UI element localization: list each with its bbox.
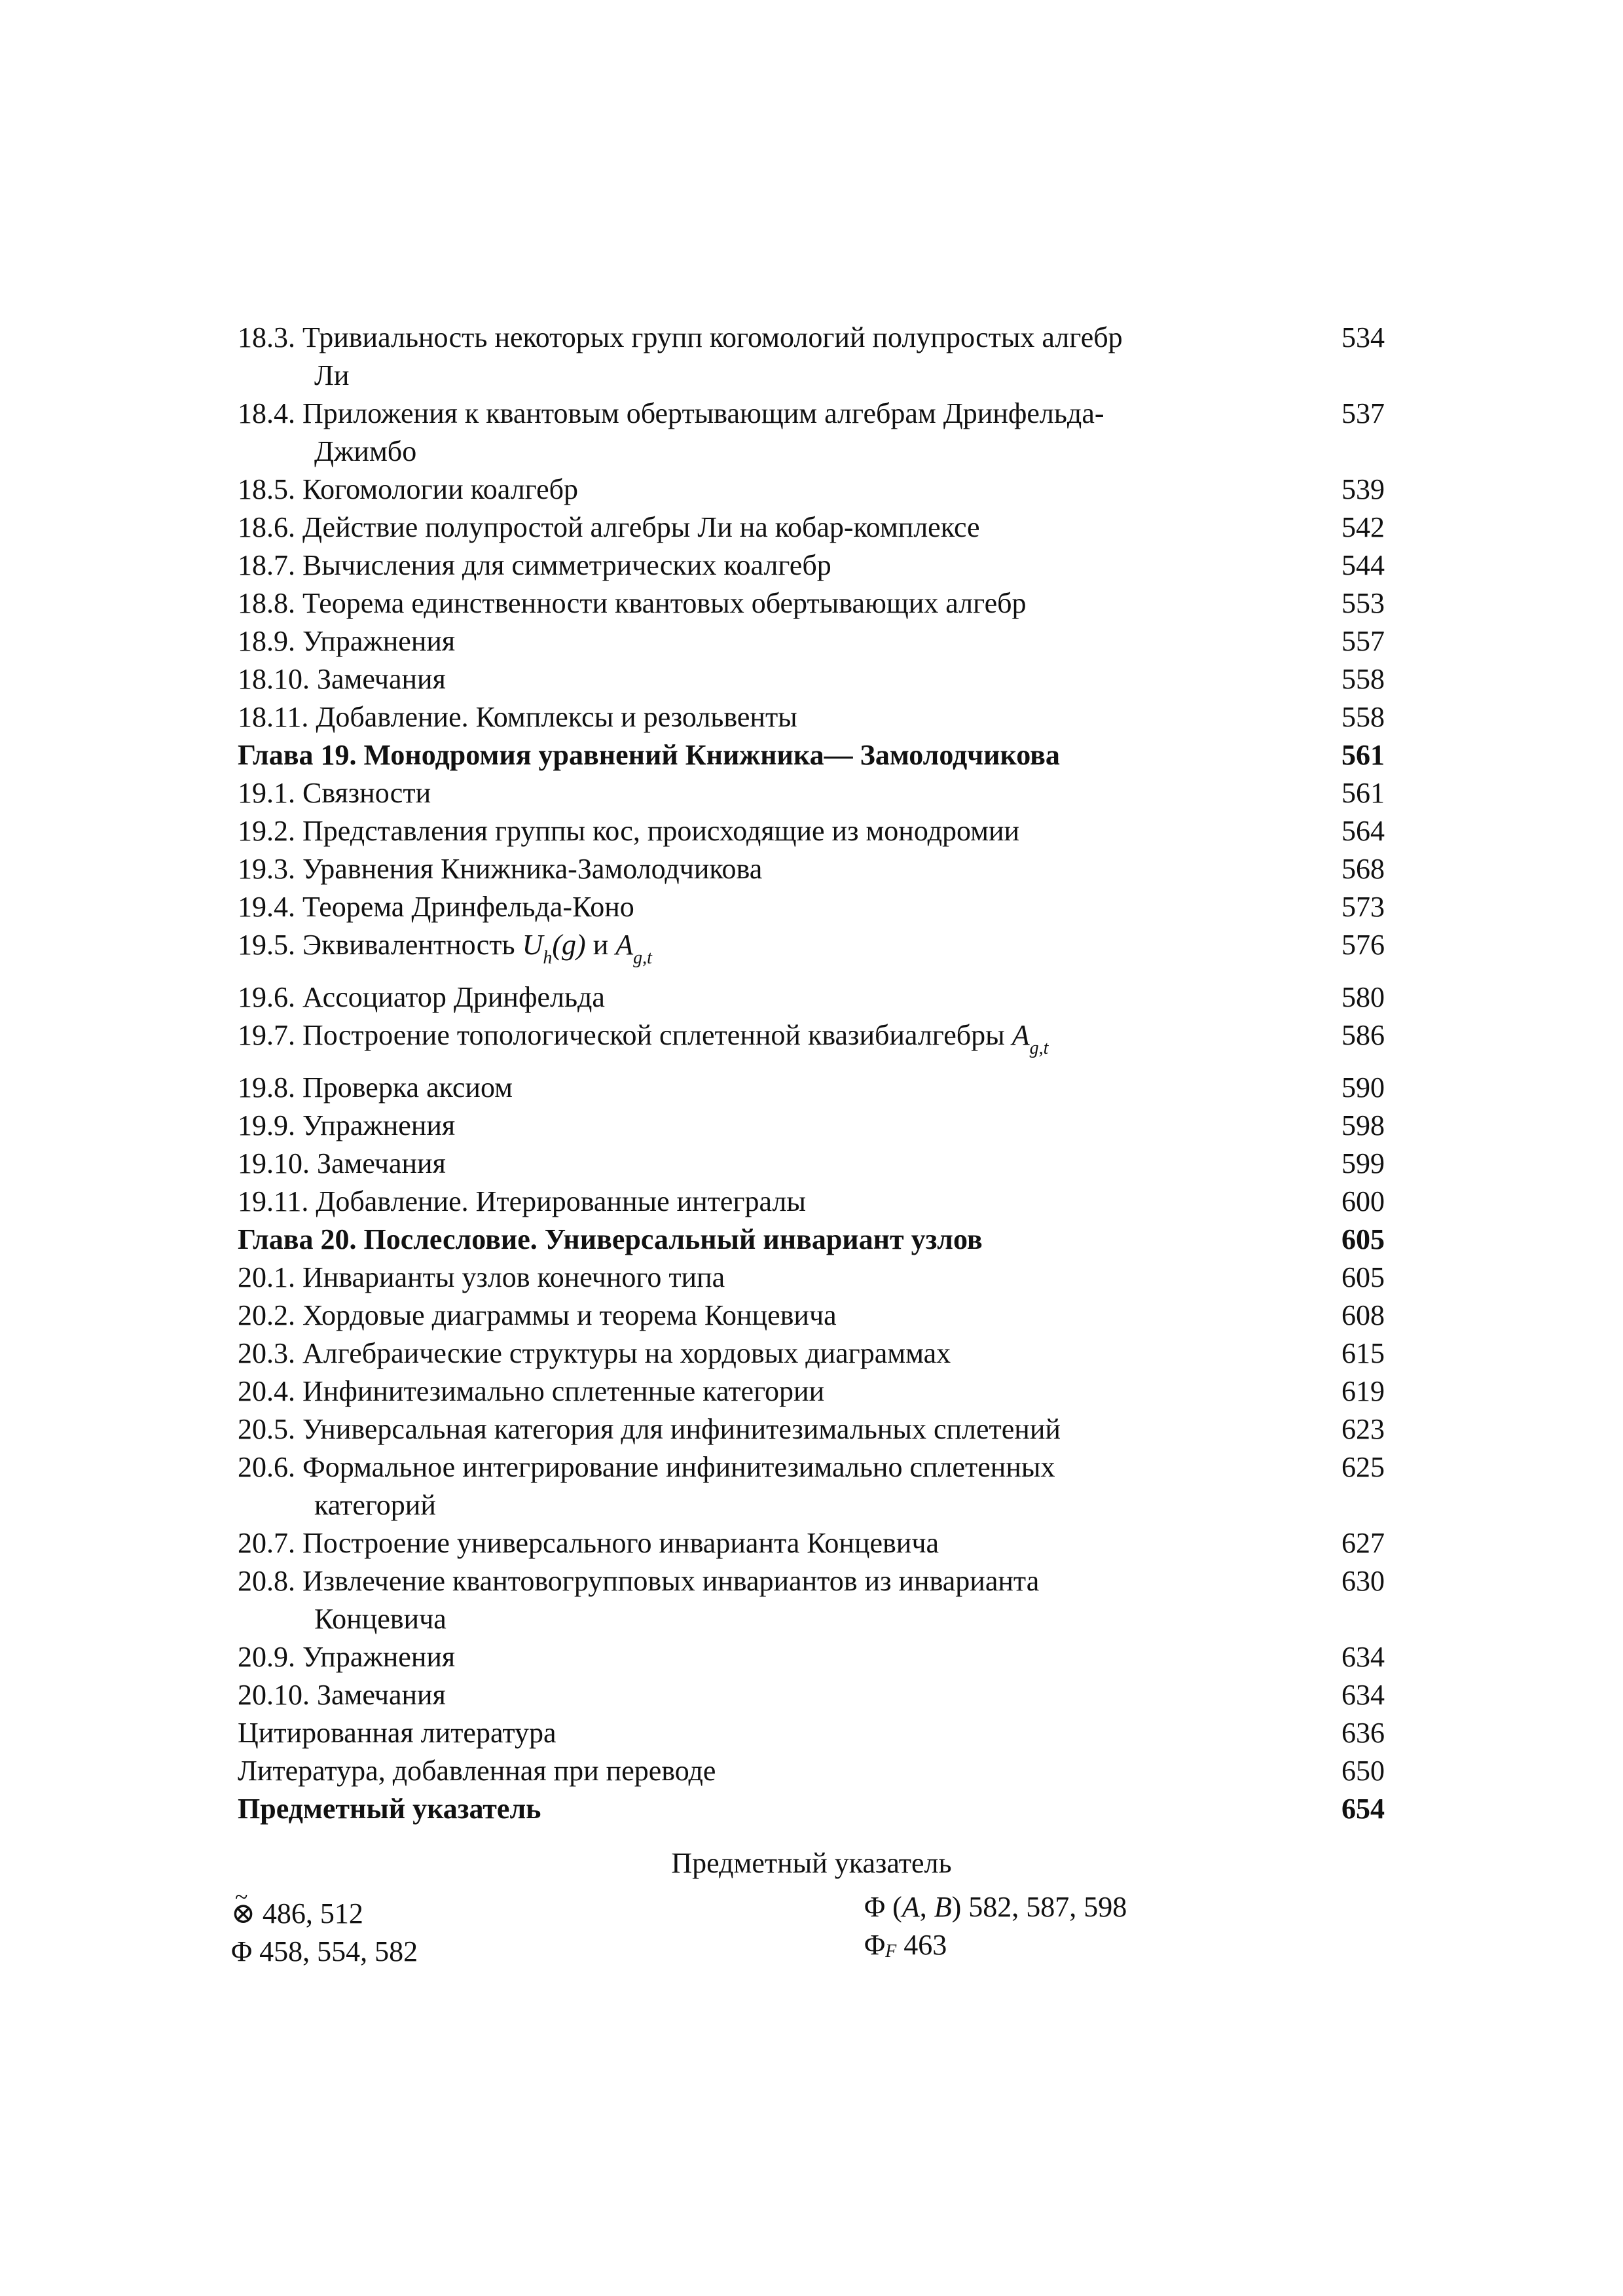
toc-entry-number: 20.2. <box>238 1299 295 1331</box>
toc-page-number: 576 <box>1341 929 1385 961</box>
toc-entry-text: Глава 19. Монодромия уравнений Книжника— Замолодчикова <box>238 739 1060 771</box>
toc-entry-number: 19.2. <box>238 815 295 847</box>
toc-page-number: 615 <box>1341 1337 1385 1369</box>
index-pages: 582, 587, 598 <box>968 1891 1127 1923</box>
toc-entry-title <box>238 1221 1285 1259</box>
toc-entry-title <box>238 1372 1285 1410</box>
toc-entry-text: Эквивалентность <box>302 929 515 961</box>
toc-entry-number: 18.5. <box>238 473 295 505</box>
toc-entry-text: Хордовые диаграммы и теорема Концевича <box>302 1299 837 1331</box>
toc-entry-title <box>238 1562 1285 1638</box>
toc-row <box>0 1335 1623 1372</box>
toc-row <box>0 1016 1623 1069</box>
toc-page-number: 557 <box>1341 625 1385 657</box>
math-subscript: h <box>543 948 553 968</box>
conjunction: и <box>593 929 609 961</box>
index-pages: 463 <box>903 1929 947 1961</box>
toc-row <box>0 660 1623 698</box>
toc-entry-number: 18.9. <box>238 625 295 657</box>
toc-row <box>0 1752 1623 1790</box>
toc-row <box>0 1410 1623 1448</box>
toc-entry-title <box>238 509 1285 547</box>
toc-entry-text: Глава 20. Послесловие. Универсальный инвариант узлов <box>238 1223 983 1255</box>
toc-entry-title <box>238 850 1285 888</box>
toc-row <box>0 1372 1623 1410</box>
toc-entry-title <box>238 1790 1285 1828</box>
toc-row <box>0 1562 1623 1638</box>
toc-entry-title <box>238 1335 1285 1372</box>
toc-page-number: 561 <box>1341 739 1385 771</box>
math-expression <box>522 929 586 968</box>
toc-entry-text: Извлечение квантовогрупповых инвариантов из инварианта <box>302 1565 1040 1597</box>
toc-row <box>0 698 1623 736</box>
toc-entry-text: Проверка аксиом <box>302 1071 513 1103</box>
toc-page-number: 564 <box>1341 815 1385 847</box>
toc-entry-number: 19.9. <box>238 1109 295 1141</box>
toc-chapter-row <box>0 1790 1623 1828</box>
index-title: Предметный указатель <box>671 1847 952 1879</box>
phi-symbol: Φ <box>864 1929 886 1961</box>
toc-row <box>0 1183 1623 1221</box>
toc-entry-text: Инварианты узлов конечного типа <box>302 1261 725 1293</box>
index-pages: 486, 512 <box>262 1897 363 1929</box>
toc-row <box>0 850 1623 888</box>
toc-row <box>0 978 1623 1016</box>
toc-entry-continuation: Концевича <box>314 1603 447 1635</box>
toc-page-number: 586 <box>1341 1019 1385 1051</box>
toc-entry-title <box>238 471 1285 509</box>
math-expression <box>615 929 652 968</box>
toc-page-number: 561 <box>1341 777 1385 809</box>
toc-entry-text: Упражнения <box>302 1641 456 1673</box>
toc-entry-text: Замечания <box>317 663 446 695</box>
toc-entry-number: 19.1. <box>238 777 295 809</box>
toc-page-number: 539 <box>1341 473 1385 505</box>
toc-page-number: 553 <box>1341 587 1385 619</box>
toc-page-number: 605 <box>1341 1261 1385 1293</box>
toc-entry-number: 20.3. <box>238 1337 295 1369</box>
toc-entry-title <box>238 660 1285 698</box>
toc-page-number: 558 <box>1341 701 1385 733</box>
toc-entry-number: 18.4. <box>238 397 295 429</box>
toc-entry-title <box>238 978 1285 1016</box>
toc-entry-number: 18.3. <box>238 321 295 353</box>
toc-entry-title <box>238 1714 1285 1752</box>
toc-row <box>0 584 1623 622</box>
toc-entry-title <box>238 926 1285 968</box>
toc-entry-number: 20.9. <box>238 1641 295 1673</box>
toc-entry-title <box>238 1183 1285 1221</box>
toc-entry-text: Уравнения Книжника-Замолодчикова <box>302 853 763 885</box>
toc-row <box>0 1448 1623 1524</box>
toc-entry-number: 20.5. <box>238 1413 295 1445</box>
toc-row <box>0 926 1623 978</box>
toc-page-number: 568 <box>1341 853 1385 885</box>
toc-entry-text: Добавление. Комплексы и резольвенты <box>316 701 797 733</box>
toc-entry-number: 20.8. <box>238 1565 295 1597</box>
toc-page-number: 623 <box>1341 1413 1385 1445</box>
toc-page-number: 534 <box>1341 321 1385 353</box>
toc-entry-text: Цитированная литература <box>238 1717 556 1749</box>
toc-entry-title <box>238 1524 1285 1562</box>
toc-entry-text: Вычисления для симметрических коалгебр <box>302 549 831 581</box>
toc-entry-text: Универсальная категория для инфинитезимальных сплетений <box>302 1413 1061 1445</box>
toc-entry-text: Формальное интегрирование инфинитезимально сплетенных <box>302 1451 1055 1483</box>
toc-entry-number: 18.6. <box>238 511 295 543</box>
toc-entry-number: 19.8. <box>238 1071 295 1103</box>
toc-row <box>0 319 1623 395</box>
toc-entry-title <box>238 1107 1285 1145</box>
toc-page-number: 654 <box>1341 1793 1385 1825</box>
toc-entry-number: 19.7. <box>238 1019 295 1051</box>
toc-entry-text: Предметный указатель <box>238 1793 541 1825</box>
toc-entry-title <box>238 1297 1285 1335</box>
toc-entry-title <box>238 698 1285 736</box>
index-entry-otimes <box>231 1895 363 1933</box>
toc-entry-title <box>238 622 1285 660</box>
toc-entry-title <box>238 1676 1285 1714</box>
toc-page-number: 590 <box>1341 1071 1385 1103</box>
toc-entry-text: Тривиальность некоторых групп когомологий полупростых алгебр <box>302 321 1123 353</box>
toc-entry-continuation: Джимбо <box>314 435 417 467</box>
math-subscript: g,t <box>633 948 652 968</box>
index-entry-phi-f <box>864 1926 947 1971</box>
toc-entry-text: Инфинитезимально сплетенные категории <box>302 1375 825 1407</box>
toc-row <box>0 1638 1623 1676</box>
toc-row <box>0 395 1623 471</box>
toc-entry-text: Замечания <box>317 1147 446 1179</box>
toc-entry-continuation: категорий <box>314 1489 436 1521</box>
toc-entry-text: Построение универсального инварианта Концевича <box>302 1527 939 1559</box>
toc-entry-title <box>238 395 1285 471</box>
math-symbol: A <box>615 929 634 961</box>
toc-entry-title <box>238 1016 1285 1058</box>
math-symbol: A <box>1012 1019 1030 1051</box>
toc-page-number: 627 <box>1341 1527 1385 1559</box>
toc-entry-number: 19.11. <box>238 1185 309 1217</box>
toc-entry-title <box>238 1448 1285 1524</box>
toc-entry-title <box>238 774 1285 812</box>
toc-entry-number: 19.6. <box>238 981 295 1013</box>
toc-page-number: 636 <box>1341 1717 1385 1749</box>
toc-row <box>0 888 1623 926</box>
toc-row <box>0 471 1623 509</box>
toc-page-number: 558 <box>1341 663 1385 695</box>
toc-entry-title <box>238 736 1285 774</box>
toc-page-number: 619 <box>1341 1375 1385 1407</box>
toc-entry-text: Когомологии коалгебр <box>302 473 579 505</box>
toc-entry-title <box>238 584 1285 622</box>
toc-page-number: 600 <box>1341 1185 1385 1217</box>
toc-entry-text: Построение топологической сплетенной квазибиалгебры <box>302 1019 1005 1051</box>
toc-entry-number: 18.11. <box>238 701 309 733</box>
toc-row <box>0 1676 1623 1714</box>
toc-entry-number: 19.3. <box>238 853 295 885</box>
toc-page-number: 580 <box>1341 981 1385 1013</box>
toc-entry-text: Литература, добавленная при переводе <box>238 1755 716 1787</box>
toc-entry-title <box>238 1410 1285 1448</box>
toc-entry-text: Представления группы кос, происходящие из монодромии <box>302 815 1020 847</box>
toc-chapter-row <box>0 736 1623 774</box>
toc-entry-title <box>238 812 1285 850</box>
toc-page-number: 544 <box>1341 549 1385 581</box>
toc-entry-title <box>238 1145 1285 1183</box>
toc-row <box>0 1714 1623 1752</box>
toc-row <box>0 1107 1623 1145</box>
math-subscript: g,t <box>1029 1038 1049 1058</box>
toc-page-number: 650 <box>1341 1755 1385 1787</box>
arg-b: B <box>934 1891 952 1923</box>
toc-row <box>0 622 1623 660</box>
math-expression <box>1012 1019 1049 1058</box>
math-symbol: U <box>522 929 543 961</box>
toc-entry-text: Алгебраические структуры на хордовых диаграммах <box>302 1337 951 1369</box>
toc-entry-title <box>238 547 1285 584</box>
toc-page-number: 573 <box>1341 891 1385 923</box>
paren-close: ) <box>951 1891 962 1923</box>
toc-page-number: 537 <box>1341 397 1385 429</box>
toc-entry-title <box>238 1069 1285 1107</box>
toc-page-number: 542 <box>1341 511 1385 543</box>
toc-entry-title <box>238 319 1285 395</box>
index-entry-phi <box>231 1933 418 1971</box>
toc-row <box>0 774 1623 812</box>
toc-row <box>0 812 1623 850</box>
toc-row <box>0 1524 1623 1562</box>
toc-page-number: 630 <box>1341 1565 1385 1597</box>
toc-row <box>0 509 1623 547</box>
toc-entry-number: 20.4. <box>238 1375 295 1407</box>
toc-entry-text: Связности <box>302 777 431 809</box>
toc-entry-text: Добавление. Итерированные интегралы <box>316 1185 806 1217</box>
arg-a: A <box>902 1891 920 1923</box>
phi-symbol: Φ <box>864 1891 886 1923</box>
toc-row <box>0 1259 1623 1297</box>
math-argument: (g) <box>552 929 586 961</box>
toc-entry-title <box>238 1752 1285 1790</box>
toc-entry-number: 18.10. <box>238 663 310 695</box>
toc-row <box>0 1069 1623 1107</box>
toc-entry-number: 20.6. <box>238 1451 295 1483</box>
toc-entry-text: Теорема Дринфельда-Коно <box>302 891 634 923</box>
toc-row <box>0 547 1623 584</box>
toc-entry-number: 20.10. <box>238 1679 310 1711</box>
toc-page-number: 634 <box>1341 1641 1385 1673</box>
toc-entry-text: Приложения к квантовым обертывающим алгебрам Дринфельда- <box>302 397 1104 429</box>
index-entry-phi-ab <box>864 1888 1127 1926</box>
toc-entry-title <box>238 1259 1285 1297</box>
table-of-contents <box>0 319 1623 1828</box>
toc-page-number: 599 <box>1341 1147 1385 1179</box>
toc-entry-number: 18.8. <box>238 587 295 619</box>
toc-entry-number: 20.7. <box>238 1527 295 1559</box>
toc-entry-text: Теорема единственности квантовых обертывающих алгебр <box>302 587 1027 619</box>
toc-entry-title <box>238 1638 1285 1676</box>
phi-symbol: Φ <box>231 1935 253 1967</box>
toc-entry-continuation: Ли <box>314 359 350 391</box>
toc-entry-text: Упражнения <box>302 625 456 657</box>
toc-page-number: 598 <box>1341 1109 1385 1141</box>
otimes-tilde-symbol: ~ ⊗ <box>231 1895 255 1933</box>
toc-entry-title <box>238 888 1285 926</box>
toc-entry-number: 20.1. <box>238 1261 295 1293</box>
toc-entry-number: 19.4. <box>238 891 295 923</box>
toc-page-number: 608 <box>1341 1299 1385 1331</box>
paren-open: ( <box>892 1891 902 1923</box>
toc-entry-text: Замечания <box>317 1679 446 1711</box>
toc-chapter-row <box>0 1221 1623 1259</box>
arg-sep: , <box>919 1891 934 1923</box>
index-pages: 458, 554, 582 <box>259 1935 418 1967</box>
toc-row <box>0 1145 1623 1183</box>
toc-page-number: 625 <box>1341 1451 1385 1483</box>
toc-entry-text: Упражнения <box>302 1109 456 1141</box>
toc-page-number: 634 <box>1341 1679 1385 1711</box>
toc-entry-text: Ассоциатор Дринфельда <box>302 981 605 1013</box>
toc-entry-text: Действие полупростой алгебры Ли на кобар-комплексе <box>302 511 980 543</box>
toc-row <box>0 1297 1623 1335</box>
toc-entry-number: 19.10. <box>238 1147 310 1179</box>
toc-entry-number: 19.5. <box>238 929 295 961</box>
subscript-f: F <box>885 1941 897 1962</box>
toc-page-number: 605 <box>1341 1223 1385 1255</box>
toc-entry-number: 18.7. <box>238 549 295 581</box>
